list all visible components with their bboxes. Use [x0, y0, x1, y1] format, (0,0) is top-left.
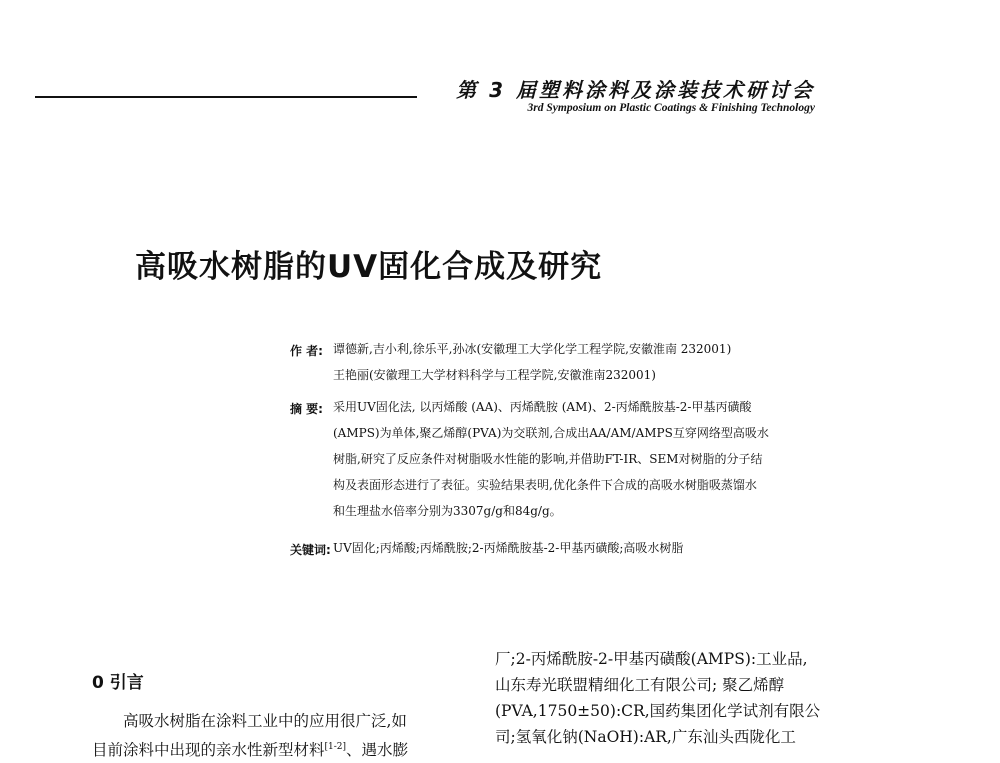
abstract-line: (AMPS)为单体,聚乙烯醇(PVA)为交联剂,合成出AA/AM/AMPS互穿网络型高吸水: [333, 426, 769, 440]
author-line: 谭德新,吉小利,徐乐平,孙冰(安徽理工大学化学工程学院,安徽淮南 232001): [333, 342, 732, 356]
conference-title-en: 3rd Symposium on Plastic Coatings & Finishing Technology: [527, 102, 815, 114]
authors-label: 作 者:: [290, 344, 323, 358]
citation: [1-2]: [324, 742, 347, 752]
abstract: [333, 394, 769, 524]
section-heading: 0 引言: [92, 673, 144, 693]
para-line: 厂;2-丙烯酰胺-2-甲基丙磺酸(AMPS):工业品,: [495, 650, 808, 668]
para-line: (PVA,1750±50):CR,国药集团化学试剂有限公: [495, 702, 821, 720]
paper-title: 高吸水树脂的UV固化合成及研究: [135, 249, 603, 285]
conference-title: 第 3 届塑料涂料及涂装技术研讨会: [456, 78, 815, 102]
authors: [333, 336, 731, 388]
right-column: [495, 646, 820, 750]
para-line: 高吸水树脂在涂料工业中的应用很广泛,如: [123, 712, 407, 730]
header-rule: [35, 96, 417, 98]
para-line: 司;氢氧化钠(NaOH):AR,广东汕头西陇化工: [495, 728, 796, 746]
keywords-label: 关键词:: [290, 543, 331, 557]
abstract-line: 树脂,研究了反应条件对树脂吸水性能的影响,并借助FT-IR、SEM对树脂的分子结: [333, 452, 763, 466]
abstract-label: 摘 要:: [290, 402, 323, 416]
left-column: [92, 708, 408, 763]
para-line: [92, 734, 408, 763]
author-line: 王艳丽(安徽理工大学材料科学与工程学院,安徽淮南232001): [333, 368, 656, 382]
abstract-line: 和生理盐水倍率分别为3307g/g和84g/g。: [333, 504, 562, 518]
para-text: 目前涂料中出现的亲水性新型材料: [92, 741, 325, 760]
keywords: UV固化;丙烯酸;丙烯酰胺;2-丙烯酰胺基-2-甲基丙磺酸;高吸水树脂: [333, 541, 684, 555]
abstract-line: 采用UV固化法, 以丙烯酸 (AA)、丙烯酰胺 (AM)、2-丙烯酰胺基-2-甲基丙磺酸: [333, 400, 752, 414]
para-text: 、遇水膨: [346, 741, 409, 760]
para-line: 山东寿光联盟精细化工有限公司; 聚乙烯醇: [495, 676, 785, 694]
abstract-line: 构及表面形态进行了表征。实验结果表明,优化条件下合成的高吸水树脂吸蒸馏水: [333, 478, 757, 492]
